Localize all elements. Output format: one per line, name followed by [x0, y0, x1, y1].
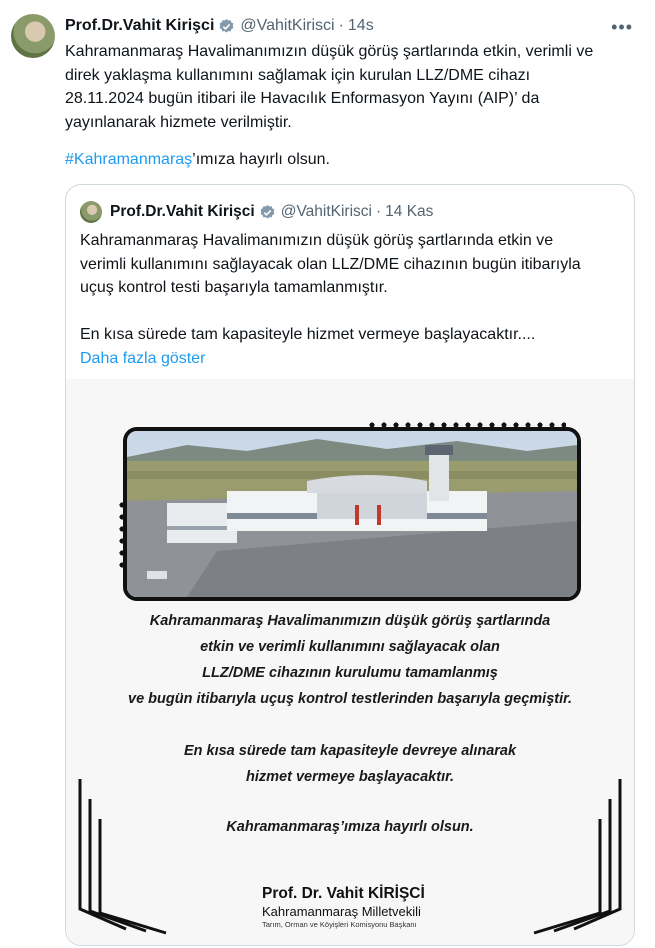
quoted-date: 14 Kas — [385, 203, 434, 220]
quoted-author-name: Prof.Dr.Vahit Kirişci — [110, 203, 255, 220]
quoted-handle: @VahitKirisci — [280, 203, 372, 220]
hashtag-link[interactable]: #Kahramanmaraş — [65, 151, 193, 168]
signature-name: Prof. Dr. Vahit KİRİŞCİ — [262, 885, 425, 902]
airport-illustration — [127, 431, 577, 597]
tweet-text-line: direk yaklaşma kullanımını sağlamak için kurulan LLZ/DME cihazı — [65, 66, 531, 84]
quoted-image[interactable] — [66, 379, 634, 945]
author-handle[interactable]: @VahitKirisci — [240, 17, 335, 34]
hashtag-suffix: ’ımıza hayırlı olsun. — [192, 151, 330, 168]
quoted-text-line: En kısa sürede tam kapasiteyle hizmet vermeye başlayacaktır.... — [80, 326, 536, 343]
signature-title: Kahramanmaraş Milletvekili — [262, 904, 421, 919]
image-closing-line: Kahramanmaraş’ımıza hayırlı olsun. — [226, 819, 474, 835]
quoted-separator: · — [375, 203, 382, 220]
image-text-line: hizmet vermeye başlayacaktır. — [246, 769, 454, 785]
author-name[interactable]: Prof.Dr.Vahit Kirişci — [65, 17, 215, 34]
quoted-header — [80, 201, 433, 223]
hashtag-line — [65, 148, 330, 171]
show-more-link[interactable]: Daha fazla göster — [80, 349, 206, 367]
quoted-author-avatar — [80, 201, 102, 223]
verified-badge-icon — [259, 204, 276, 221]
quoted-tweet[interactable] — [65, 184, 635, 946]
verified-badge-icon — [218, 18, 235, 35]
image-text-line: LLZ/DME cihazının kurulumu tamamlanmış — [202, 665, 498, 681]
header-separator: · — [338, 17, 344, 34]
tweet-text-line: yayınlanarak hizmete verilmiştir. — [65, 113, 292, 131]
more-options-icon[interactable]: ••• — [611, 17, 633, 37]
signature-subtitle: Tarım, Orman ve Köyişleri Komisyonu Başkanı — [262, 920, 417, 929]
tweet-text — [65, 40, 635, 134]
tweet-time[interactable]: 14s — [347, 17, 374, 34]
image-text-line: Kahramanmaraş Havalimanımızın düşük görüş şartlarında — [149, 613, 551, 629]
quoted-text — [80, 229, 620, 370]
tweet-text-line: Kahramanmaraş Havalimanımızın düşük görüş şartlarında etkin, verimli ve — [65, 43, 594, 60]
airport-photo — [123, 427, 581, 601]
quoted-text-line: uçuş kontrol testi başarıyla tamamlanmıştır. — [80, 279, 388, 296]
tweet-header — [65, 15, 374, 37]
image-text-line: ve bugün itibarıyla uçuş kontrol testlerinden başarıyla geçmiştir. — [128, 691, 572, 707]
author-avatar[interactable] — [11, 14, 55, 58]
quoted-text-line: verimli kullanımını sağlayacak olan LLZ/DME cihazının bugün itibarıyla — [80, 255, 581, 273]
image-text-line: etkin ve verimli kullanımını sağlayacak olan — [200, 639, 500, 655]
quoted-text-line: Kahramanmaraş Havalimanımızın düşük görüş şartlarında etkin ve — [80, 232, 554, 249]
image-text-line: En kısa sürede tam kapasiteyle devreye alınarak — [183, 743, 517, 759]
tweet-text-line: 28.11.2024 bugün itibari ile Havacılık Enformasyon Yayını (AIP)’ da — [65, 90, 540, 107]
